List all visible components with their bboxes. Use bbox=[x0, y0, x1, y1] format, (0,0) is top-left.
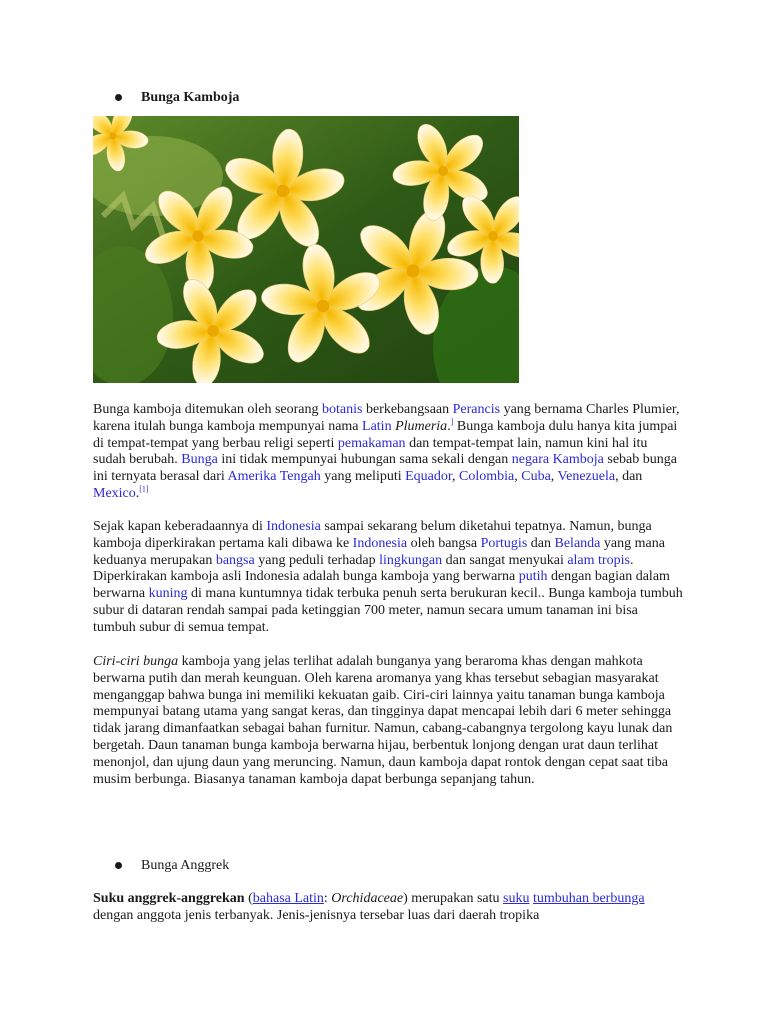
text-link[interactable]: Venezuela bbox=[557, 469, 616, 485]
text-link[interactable]: putih bbox=[518, 569, 548, 585]
text-run: . bbox=[447, 418, 451, 434]
bullet-anggrek bbox=[115, 857, 229, 874]
text-link[interactable]: Latin bbox=[362, 418, 392, 434]
paragraph-kamboja-3 bbox=[93, 654, 683, 788]
text-link[interactable]: Belanda bbox=[554, 535, 601, 551]
text-run: yang meliputi bbox=[320, 469, 406, 485]
text-link[interactable]: Indonesia bbox=[266, 519, 321, 534]
bullet-kamboja bbox=[115, 89, 239, 106]
text-run: ) merupakan satu bbox=[403, 891, 504, 906]
bullet-dot bbox=[115, 862, 122, 869]
text-run: dengan bagian dalam berwarna bbox=[93, 569, 670, 602]
text-link[interactable]: Perancis bbox=[452, 402, 501, 417]
text-link[interactable]: bahasa Latin bbox=[252, 891, 324, 906]
text-run: Orchidaceae bbox=[331, 891, 404, 906]
paragraph-kamboja-2 bbox=[93, 519, 683, 637]
text-link[interactable]: Bunga bbox=[181, 452, 218, 468]
text-link[interactable]: kuning bbox=[148, 586, 188, 602]
text-run: ini tidak mempunyai hubungan sama sekali dengan bbox=[217, 452, 512, 468]
text-link[interactable]: pemakaman bbox=[337, 435, 406, 451]
text-run: , bbox=[550, 469, 558, 485]
text-run: oleh bangsa bbox=[407, 535, 481, 551]
bullet-dot bbox=[115, 94, 122, 101]
paragraph-kamboja-1 bbox=[93, 402, 683, 503]
citation-ref[interactable]: [1] bbox=[139, 484, 149, 494]
text-run: sampai sekarang belum diketahui tepatnya. Namun, bunga kamboja diperkirakan pertama kali dibawa ke bbox=[93, 519, 652, 551]
text-run: Bunga kamboja ditemukan oleh seorang bbox=[93, 402, 322, 417]
text-run: : bbox=[323, 891, 332, 906]
text-run: Sejak kapan keberadaannya di bbox=[93, 519, 267, 534]
text-run: , dan bbox=[615, 469, 643, 485]
text-link[interactable]: Colombia bbox=[459, 469, 515, 485]
frangipani-photo bbox=[93, 116, 519, 383]
text-link[interactable]: bangsa bbox=[215, 552, 255, 568]
text-run: Ciri-ciri bunga bbox=[93, 654, 179, 669]
citation-ref[interactable]: ] bbox=[450, 417, 454, 427]
text-run: berkebangsaan bbox=[362, 402, 453, 417]
text-run: Plumeria bbox=[395, 418, 448, 434]
text-link[interactable]: negara Kamboja bbox=[511, 452, 604, 468]
text-run: yang bernama Charles Plumier, karena itulah bunga kamboja mempunyai nama bbox=[93, 402, 680, 434]
text-run: dan sangat menyukai bbox=[442, 552, 568, 568]
text-link[interactable]: alam tropis bbox=[567, 552, 630, 568]
text-link[interactable]: suku bbox=[503, 891, 530, 906]
text-run: dan tempat-tempat lain, namun kini hal itu sudah berubah. bbox=[93, 435, 648, 468]
text-run: Bunga kamboja dulu hanya kita jumpai di tempat-tempat yang berbau religi seperti bbox=[93, 418, 678, 451]
text-link[interactable]: lingkungan bbox=[379, 552, 443, 568]
text-run: di mana kuntumnya tidak terbuka penuh serta berukuran kecil.. Bunga kamboja tumbuh subur di dataran rendah sampai pada ketinggian 700 meter, namun secara umum tanaman ini bisa tumbuh subur di semua tempat. bbox=[93, 586, 683, 635]
text-link[interactable]: Amerika Tengah bbox=[227, 469, 321, 485]
text-run: sebab bunga ini ternyata berasal dari bbox=[93, 452, 677, 485]
text-run: ( bbox=[244, 891, 253, 906]
text-link[interactable]: Portugis bbox=[480, 535, 528, 551]
text-link[interactable]: tumbuhan berbunga bbox=[532, 891, 645, 906]
text-run: yang mana keduanya merupakan bbox=[93, 535, 665, 568]
text-run: , bbox=[514, 469, 522, 485]
text-link[interactable]: Cuba bbox=[521, 469, 551, 485]
text-link[interactable]: Mexico bbox=[93, 485, 136, 501]
text-link[interactable]: botanis bbox=[322, 402, 363, 417]
text-run: Suku anggrek-anggrekan bbox=[93, 891, 245, 906]
heading-kamboja: Bunga Kamboja bbox=[141, 90, 240, 105]
text-run: . bbox=[135, 485, 140, 501]
text-run: yang peduli terhadap bbox=[254, 552, 380, 568]
text-run: , bbox=[452, 469, 459, 485]
text-link[interactable]: Indonesia bbox=[352, 535, 408, 551]
text-run: dengan anggota jenis terbanyak. Jenis-jenisnya tersebar luas dari daerah tropika bbox=[93, 907, 540, 923]
text-link[interactable]: Equador bbox=[405, 469, 452, 485]
text-run: kamboja yang jelas terlihat adalah bunganya yang beraroma khas dengan mahkota berwarna putih dan merah keunguan. Oleh karena aromanya yang khas tersebut sebagian masyarakat menganggap bahwa bunga ini memiliki kekuatan gaib. Ciri-ciri lainnya yaitu tanaman bunga kamboja mempunyai batang utama yang sangat keras, dan tingginya dapat mencapai lebih dari 6 meter sehingga tidak jarang dimanfaatkan sebagai bahan furnitur. Namun, cabang-cabangnya tergolong kayu lunak dan bergetah. Daun tanaman bunga kamboja berwarna hijau, berbentuk lonjong dengan urat daun terlihat menonjol, dan ujung daun yang meruncing. Namun, daun kamboja dapat rontok dengan cepat saat tiba musim berbunga. Biasanya tanaman kamboja dapat berbunga sepanjang tahun. bbox=[93, 654, 673, 787]
paragraph-anggrek-1 bbox=[93, 891, 683, 925]
heading-anggrek: Bunga Anggrek bbox=[141, 858, 230, 873]
text-run: . Diperkirakan kamboja asli Indonesia adalah bunga kamboja yang berwarna bbox=[93, 552, 634, 585]
text-run: dan bbox=[527, 535, 555, 551]
